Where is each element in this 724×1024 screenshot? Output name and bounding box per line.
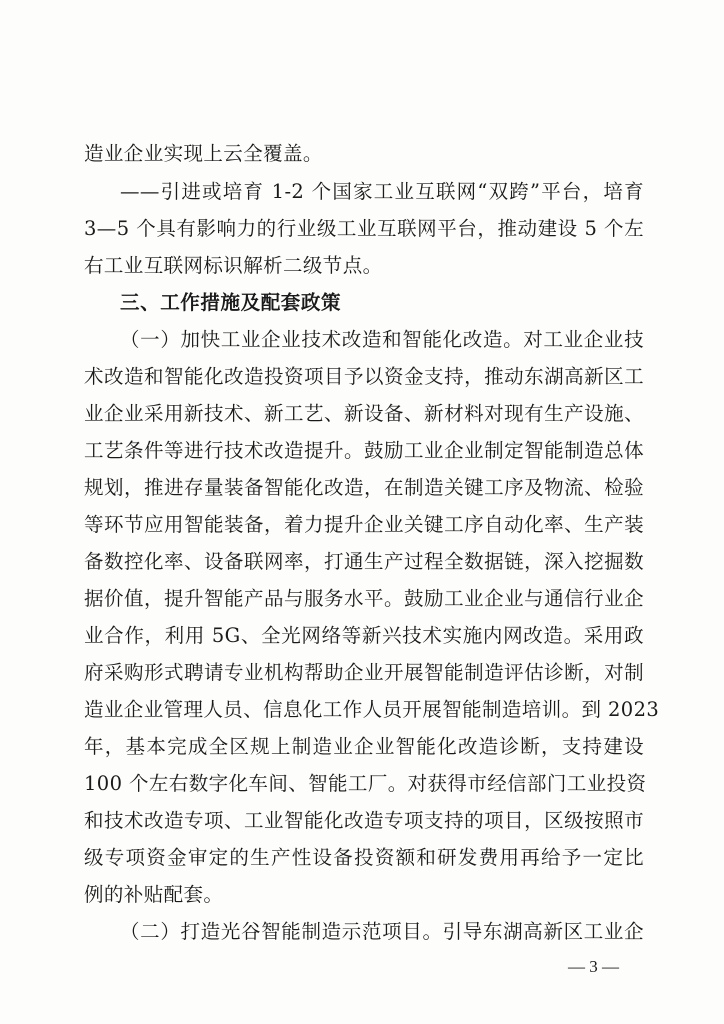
- text-line: 级专项资金审定的生产性设备投资额和研发费用再给予一定比: [84, 846, 644, 869]
- text-line: （一）加快工业企业技术改造和智能化改造。对工业企业技: [120, 328, 644, 351]
- text-line: 例的补贴配套。: [84, 883, 224, 906]
- text-line: 100 个左右数字化车间、智能工厂。对获得市经信部门工业投资: [84, 772, 647, 795]
- text-line: 府采购形式聘请专业机构帮助企业开展智能制造评估诊断，对制: [84, 661, 644, 684]
- text-line: 等环节应用智能装备，着力提升企业关键工序自动化率、生产装: [84, 513, 644, 536]
- text-line: （二）打造光谷智能制造示范项目。引导东湖高新区工业企: [120, 920, 644, 943]
- text-line: 右工业互联网标识解析二级节点。: [84, 254, 383, 277]
- text-line: ——引进或培育 1-2 个国家工业互联网“双跨”平台，培育: [120, 180, 644, 203]
- page-number: — 3 —: [568, 957, 619, 976]
- text-line: 和技术改造专项、工业智能化改造专项支持的项目，区级按照市: [84, 809, 644, 832]
- text-line: 业企业采用新技术、新工艺、新设备、新材料对现有生产设施、: [84, 402, 644, 425]
- text-line: 备数控化率、设备联网率，打通生产过程全数据链，深入挖掘数: [84, 550, 644, 573]
- section-heading: 三、工作措施及配套政策: [120, 291, 342, 314]
- text-line: 工艺条件等进行技术改造提升。鼓励工业企业制定智能制造总体: [84, 439, 644, 462]
- text-line: 规划，推进存量装备智能化改造，在制造关键工序及物流、检验: [84, 476, 644, 499]
- text-line: 造业企业实现上云全覆盖。: [84, 142, 323, 165]
- text-line: 年，基本完成全区规上制造业企业智能化改造诊断，支持建设: [84, 735, 644, 758]
- text-line: 业合作，利用 5G、全光网络等新兴技术实施内网改造。采用政: [84, 624, 644, 647]
- text-line: 3—5 个具有影响力的行业级工业互联网平台，推动建设 5 个左: [84, 217, 644, 240]
- text-line: 术改造和智能化改造投资项目予以资金支持，推动东湖高新区工: [84, 365, 644, 388]
- text-line: 据价值，提升智能产品与服务水平。鼓励工业企业与通信行业企: [84, 587, 644, 610]
- text-line: 造业企业管理人员、信息化工作人员开展智能制造培训。到 2023: [84, 698, 660, 721]
